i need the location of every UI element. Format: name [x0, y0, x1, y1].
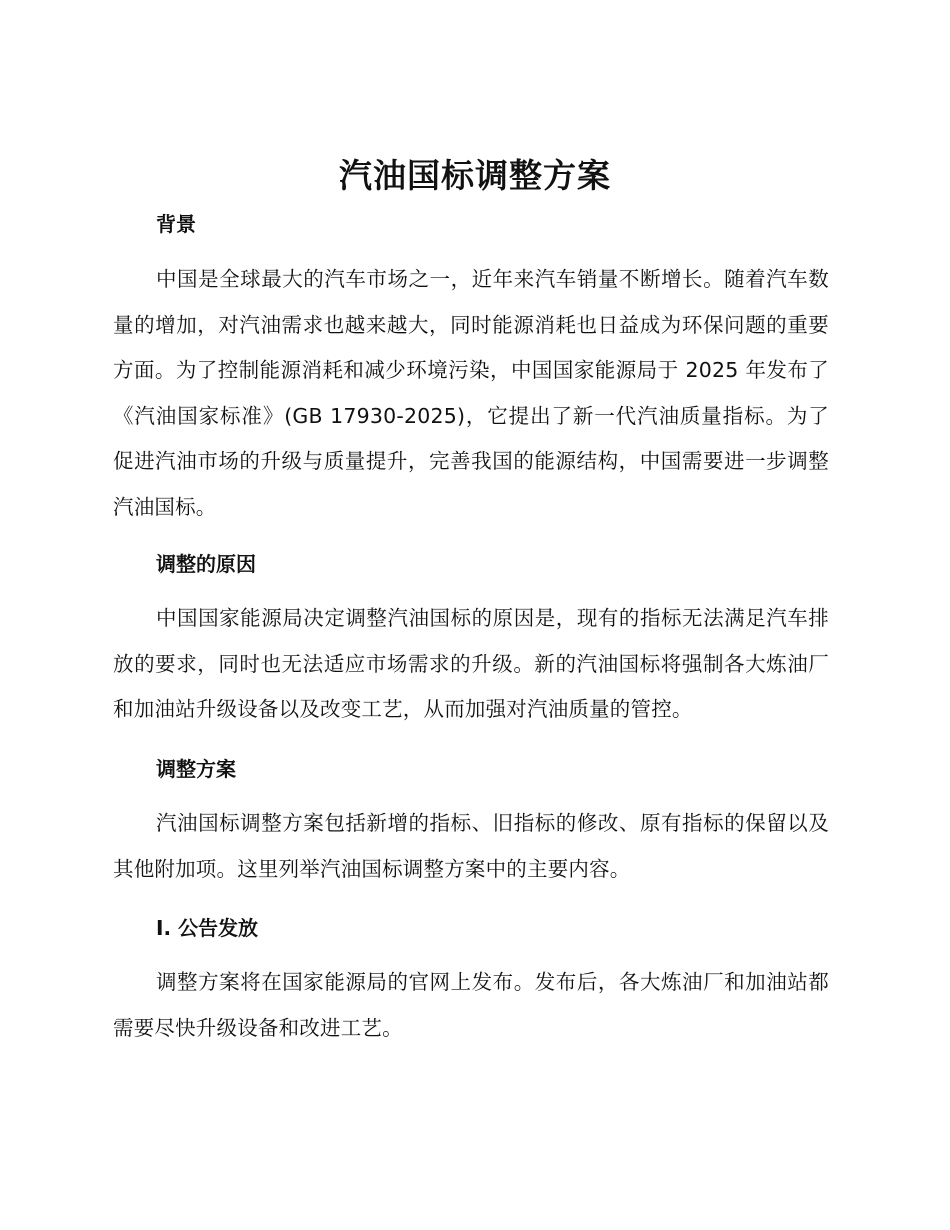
section-paragraph-reason: 中国国家能源局决定调整汽油国标的原因是，现有的指标无法满足汽车排放的要求，同时也无法适应市场需求的升级。新的汽油国标将强制各大炼油厂和加油站升级设备以及改变工艺，从而加强对汽油质量的管控。: [113, 606, 829, 721]
section-paragraph-background: 中国是全球最大的汽车市场之一，近年来汽车销量不断增长。随着汽车数量的增加，对汽油需求也越来越大，同时能源消耗也日益成为环保问题的重要方面。为了控制能源消耗和减少环境污染，中国国家能源局于 2025 年发布了《汽油国家标准》(GB 17930-2025)，它提出了新一代汽油质量指标。为了促进汽油市场的升级与质量提升，完善我国的能源结构，中国需要进一步调整汽油国标。: [113, 267, 829, 519]
section-paragraph-announcement: 调整方案将在国家能源局的官网上发布。发布后，各大炼油厂和加油站都需要尽快升级设备和改进工艺。: [113, 970, 829, 1040]
section-paragraph-plan: 汽油国标调整方案包括新增的指标、旧指标的修改、原有指标的保留以及其他附加项。这里列举汽油国标调整方案中的主要内容。: [113, 811, 829, 881]
section-heading-announcement: I. 公告发放: [156, 916, 259, 940]
section-heading-background: 背景: [156, 212, 196, 236]
section-heading-plan: 调整方案: [156, 757, 236, 781]
section-heading-reason: 调整的原因: [156, 552, 256, 576]
document-title: 汽油国标调整方案: [339, 156, 611, 195]
